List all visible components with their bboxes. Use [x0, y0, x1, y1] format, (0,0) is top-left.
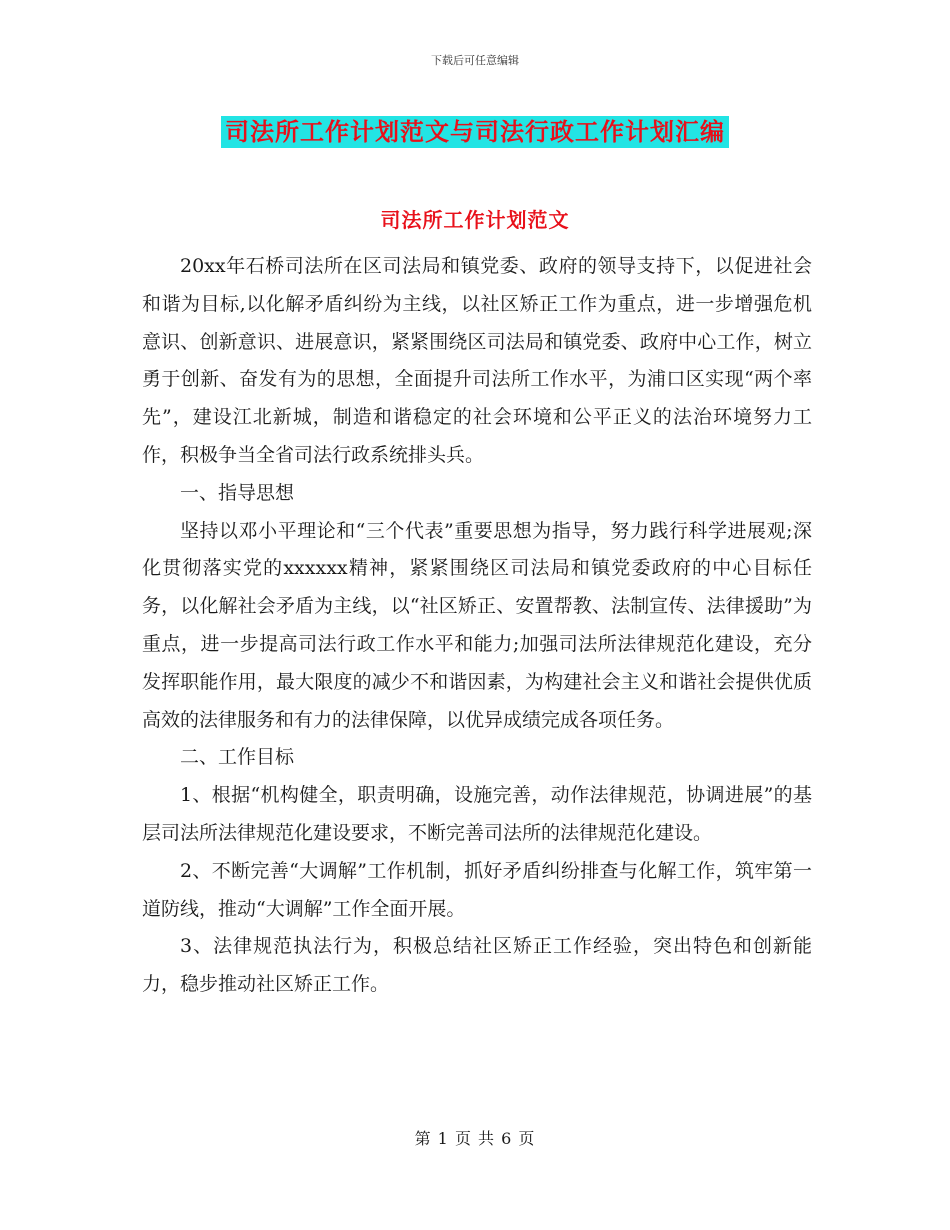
paragraph-goal-3: 3、法律规范执法行为，积极总结社区矫正工作经验，突出特色和创新能力，稳步推动社区矫正工作。 [142, 935, 812, 996]
paragraph-guiding-ideology: 坚持以邓小平理论和“三个代表”重要思想为指导，努力践行科学进展观;深化贯彻落实党的xxxxxx精神，紧紧围绕区司法局和镇党委政府的中心目标任务，以化解社会矛盾为主线，以“社区矫正、安置帮教、法制宣传、法律援助”为重点，进一步提高司法行政工作水平和能力;加强司法所法律规范化建设，充分发挥职能作用，最大限度的减少不和谐因素，为构建社会主义和谐社会提供优质高效的法律服务和有力的法律保障，以优异成绩完成各项任务。 [142, 519, 812, 731]
document-body [142, 248, 812, 1004]
paragraph-goal-1: 1、根据“机构健全，职责明确，设施完善，动作法律规范，协调进展”的基层司法所法律规范化建设要求，不断完善司法所的法律规范化建设。 [142, 784, 812, 844]
heading-guiding-ideology: 一、指导思想 [180, 481, 295, 504]
paragraph-goal-2: 2、不断完善“大调解”工作机制，抓好矛盾纠纷排查与化解工作，筑牢第一道防线，推动“大调解”工作全面开展。 [142, 859, 812, 920]
paragraph-intro: 20xx年石桥司法所在区司法局和镇党委、政府的领导支持下，以促进社会和谐为目标,以化解矛盾纠纷为主线，以社区矫正工作为重点，进一步增强危机意识、创新意识、进展意识，紧紧围绕区司法局和镇党委、政府中心工作，树立勇于创新、奋发有为的思想，全面提升司法所工作水平，为浦口区实现“两个率先”，建设江北新城，制造和谐稳定的社会环境和公平正义的法治环境努力工作，积极争当全省司法行政系统排头兵。 [142, 255, 812, 466]
page-header-note: 下载后可任意编辑 [431, 54, 519, 67]
document-title [0, 112, 950, 147]
page-number: 第 1 页 共 6 页 [414, 1129, 536, 1148]
document-title-text: 司法所工作计划范文与司法行政工作计划汇编 [221, 116, 729, 148]
section-title: 司法所工作计划范文 [380, 208, 570, 232]
heading-work-goals: 二、工作目标 [180, 746, 295, 769]
